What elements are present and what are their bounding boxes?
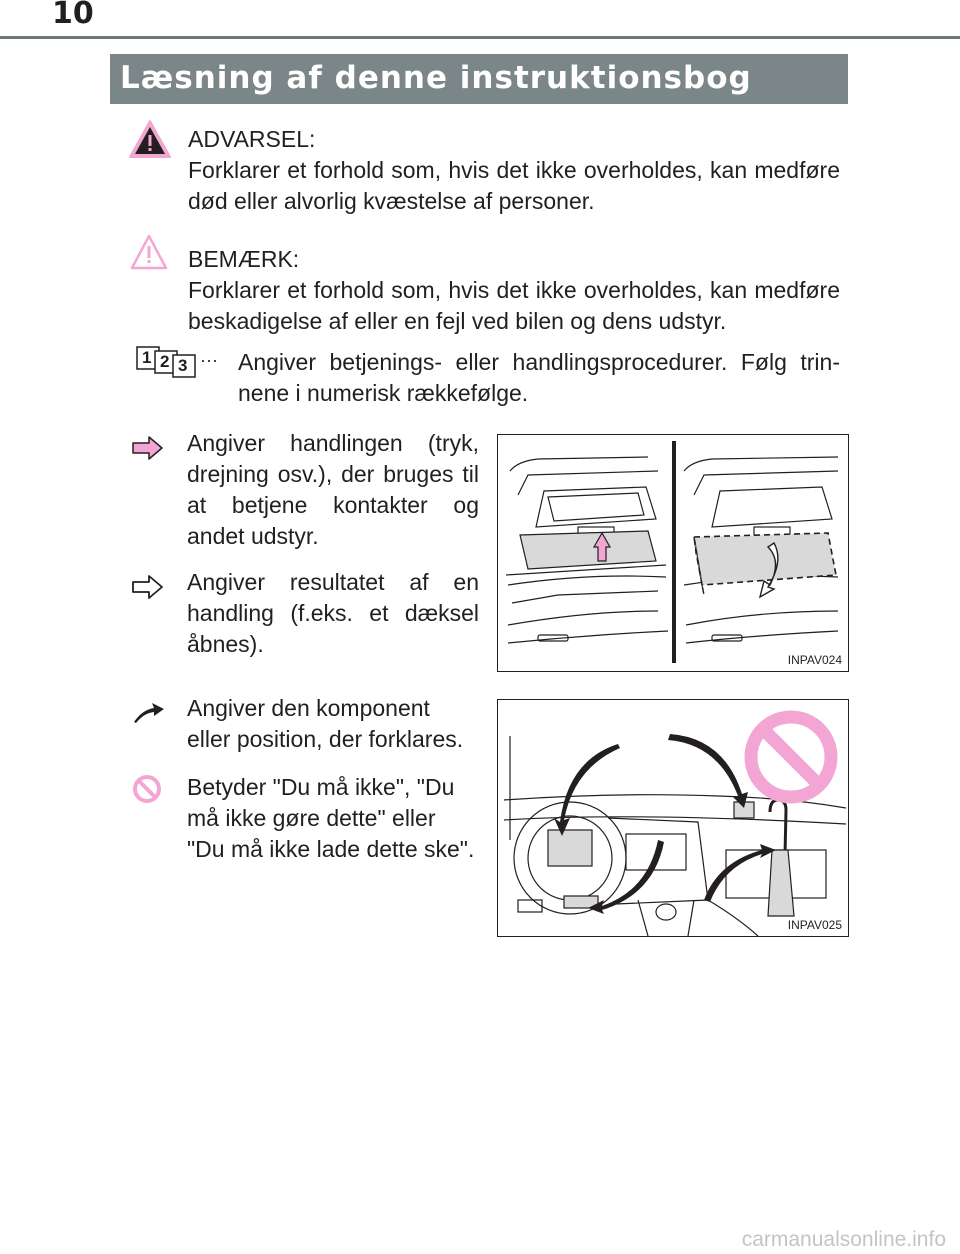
outline-arrow-icon	[132, 574, 164, 600]
action-text: Angiver handlingen (tryk, drejning osv.), der bruges til at betjene kontakter og andet udstyr.	[187, 430, 479, 549]
pink-arrow-icon	[132, 435, 164, 461]
component-block	[187, 693, 479, 755]
step-label-1: 1	[142, 348, 152, 367]
warning-block	[188, 124, 840, 217]
notice-heading: BEMÆRK:	[188, 246, 300, 272]
warning-text: Forklarer et forhold som, hvis det ikke overholdes, kan medføre død eller alvorlig kvæstelse af personer.	[188, 157, 840, 214]
prohibit-block	[187, 772, 479, 865]
caution-triangle-outline-icon	[130, 234, 168, 270]
prohibit-text: Betyder "Du må ikke", "Du må ikke gøre dette" eller "Du må ikke lade dette ske".	[187, 774, 475, 862]
step-label-2: 2	[160, 352, 170, 371]
curved-pointer-arrow-icon	[132, 700, 166, 724]
steps-text: Angiver betjenings- eller handlingsprocedurer. Følg trin-nene i numerisk rækkefølge.	[238, 349, 840, 406]
page-number: 10	[52, 0, 94, 31]
warning-triangle-icon	[128, 119, 172, 159]
result-block	[187, 567, 479, 660]
dashboard-illustration	[498, 700, 848, 936]
step-label-3: 3	[178, 356, 188, 375]
top-rule	[0, 36, 960, 39]
steps-block	[238, 347, 840, 409]
notice-block	[188, 244, 840, 337]
section-title: Læsning af denne instruktionsbog	[120, 60, 752, 96]
numbered-steps-icon	[136, 346, 222, 380]
notice-text: Forklarer et forhold som, hvis det ikke overholdes, kan medføre beskadigelse af eller en fejl ved bilen og dens udstyr.	[188, 277, 840, 334]
figure-dashboard	[497, 699, 849, 937]
component-text: Angiver den komponent eller position, der forklares.	[187, 695, 464, 752]
prohibition-icon	[132, 774, 162, 804]
watermark: carmanualsonline.info	[741, 1228, 946, 1251]
steps-ellipsis: ···	[200, 350, 218, 370]
warning-heading: ADVARSEL:	[188, 126, 316, 152]
figure-code-2: INPAV025	[787, 918, 842, 932]
action-block	[187, 428, 479, 552]
section-header	[110, 54, 848, 104]
figure-overhead-console	[497, 434, 849, 672]
overhead-console-illustration	[498, 435, 848, 671]
result-text: Angiver resultatet af en handling (f.eks. et dæksel åbnes).	[187, 569, 479, 657]
figure-code-1: INPAV024	[787, 653, 842, 667]
